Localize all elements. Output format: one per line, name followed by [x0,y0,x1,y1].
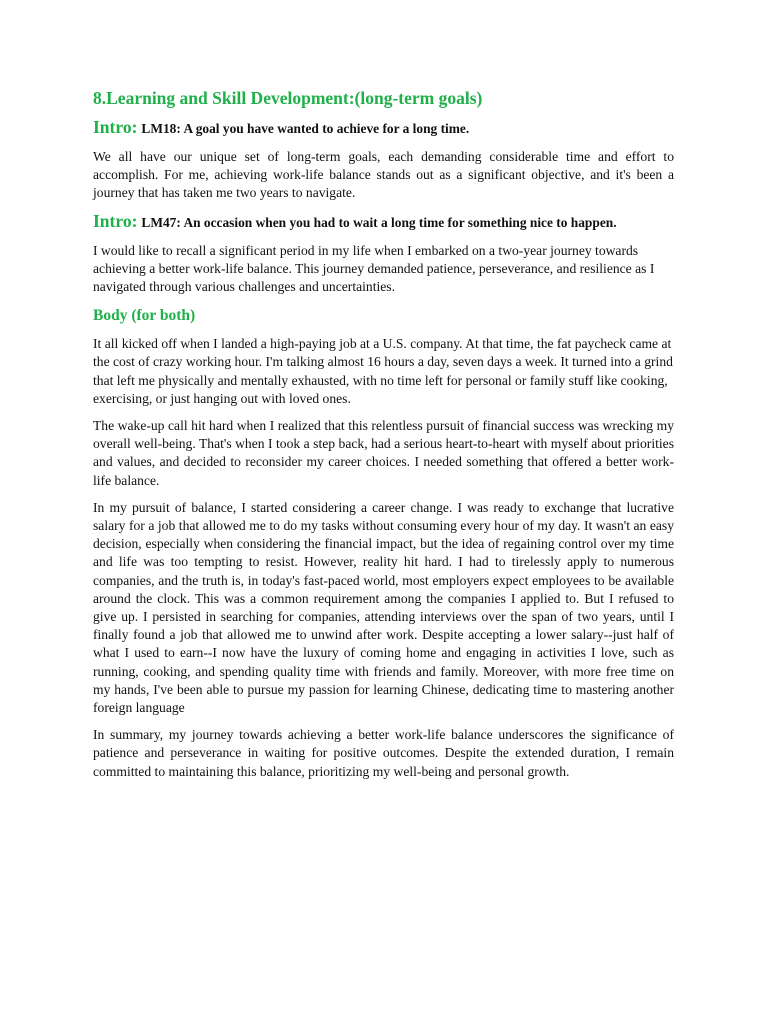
intro-tag: Intro: [93,117,138,137]
intro-code: LM18 [141,121,177,136]
intro-prompt: : An occasion when you had to wait a long time for something nice to happen. [176,214,617,230]
intro-lm18-heading [93,118,674,138]
body-paragraph: The wake-up call hit hard when I realized that this relentless pursuit of financial success was wrecking my overall well-being. That's when I took a step back, had a serious heart-to-heart with myself about priorities and values, and decided to reconsider my career choices. I needed something that offered a better work-life balance. [93,418,674,488]
body-paragraph: It all kicked off when I landed a high-paying job at a U.S. company. At that time, the fat paycheck came at the cost of crazy working hour. I'm talking almost 16 hours a day, seven days a week. It turned into a grind that left me physically and mentally exhausted, with no time left for personal or family stuff like cooking, exercising, or just hanging out with loved ones. [93,336,673,406]
intro-code: LM47 [141,214,177,230]
intro-lm47-text: I would like to recall a significant period in my life when I embarked on a two-year journey towards achieving a better work-life balance. This journey demanded patience, perseverance, and resilience as I navigated through various challenges and uncertainties. [93,242,655,295]
intro-tag: Intro: [93,210,138,231]
intro-prompt: : A goal you have wanted to achieve for a long time. [176,121,470,136]
body-paragraph: In summary, my journey towards achieving a better work-life balance underscores the significance of patience and perseverance in waiting for positive outcomes. Despite the extended duration, I remain committed to maintaining this balance, prioritizing my well-being and personal growth. [93,727,674,779]
intro-lm18-text: We all have our unique set of long-term goals, each demanding considerable time and effort to accomplish. For me, achieving work-life balance stands out as a significant objective, and it's been a journey that has taken me two years to navigate. [93,149,674,201]
intro-lm47-heading [93,212,674,232]
body-paragraph: In my pursuit of balance, I started considering a career change. I was ready to exchange that lucrative salary for a job that allowed me to do my tasks without consuming every hour of my day. It wasn't an easy decision, especially when considering the financial impact, but the idea of regaining control over my time and life was too tempting to resist. However, reality hit hard. I had to tirelessly apply to numerous companies, and the truth is, in today's fast-paced world, most employers expect employees to be available around the clock. This was a common requirement among the companies I applied to. But I refused to give up. I persisted in searching for companies, attending interviews over the span of two years, until I finally found a job that allowed me to unwind after work. Despite accepting a lower salary--just half of what I used to earn--I now have the luxury of coming home and engaging in activities I love, such as running, cooking, and spending quality time with friends and family. Moreover, with more free time on my hands, I've been able to pursue my passion for learning Chinese, dedicating time to mastering another foreign language [93,499,674,716]
document-page [93,86,674,790]
section-title: 8.Learning and Skill Development:(long-term goals) [93,88,483,108]
body-heading: Body (for both) [93,307,196,325]
